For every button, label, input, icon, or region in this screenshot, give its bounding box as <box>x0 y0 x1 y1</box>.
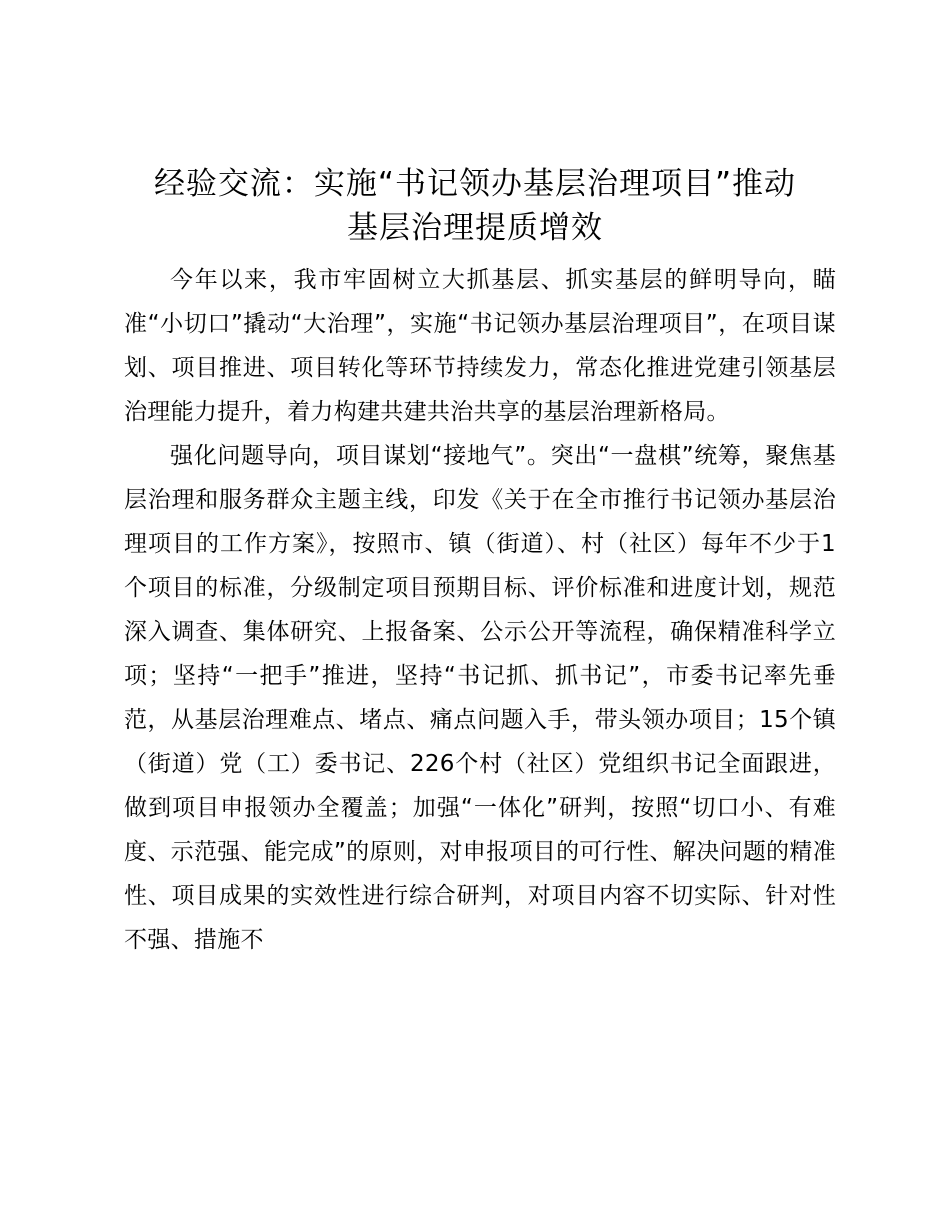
title-line-2: 基层治理提质增效 <box>347 210 603 246</box>
paragraph-intro: 今年以来，我市牢固树立大抓基层、抓实基层的鲜明导向，瞄准“小切口”撬动“大治理”，实施“书记领办基层治理项目”，在项目谋划、项目推进、项目转化等环节持续发力，常态化推进党建引领基层治理能力提升，着力构建共建共治共享的基层治理新格局。 <box>124 267 836 425</box>
title-line-1: 经验交流：实施“书记领办基层治理项目”推动 <box>153 166 797 202</box>
document-body <box>124 258 836 962</box>
document-title <box>120 162 830 250</box>
paragraph-problem-orientation: 强化问题导向，项目谋划“接地气”。突出“一盘棋”统筹，聚焦基层治理和服务群众主题主线，印发《关于在全市推行书记领办基层治理项目的工作方案》，按照市、镇（街道）、村（社区）每年不少于1个项目的标准，分级制定项目预期目标、评价标准和进度计划，规范深入调查、集体研究、上报备案、公示公开等流程，确保精准科学立项；坚持“一把手”推进，坚持“书记抓、抓书记”，市委书记率先垂范，从基层治理难点、堵点、痛点问题入手，带头领办项目；15个镇（街道）党（工）委书记、226个村（社区）党组织书记全面跟进，做到项目申报领办全覆盖；加强“一体化”研判，按照“切口小、有难度、示范强、能完成”的原则，对申报项目的可行性、解决问题的精准性、项目成果的实效性进行综合研判，对项目内容不切实际、针对性不强、措施不 <box>124 443 836 953</box>
